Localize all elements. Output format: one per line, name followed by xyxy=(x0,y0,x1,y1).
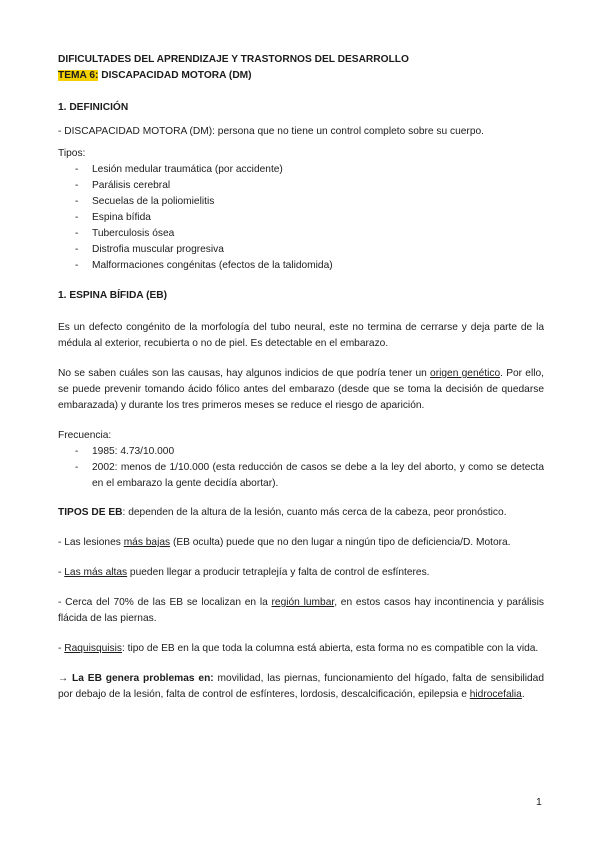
list-item: - Malformaciones congénitas (efectos de la talidomida) xyxy=(58,258,544,274)
tipos-eb xyxy=(58,505,544,521)
definicion-rest: : persona que no tiene un control completo sobre su cuerpo. xyxy=(212,126,484,137)
lesion-underlined: región lumbar xyxy=(271,597,335,608)
subject-title: DIFICULTADES DEL APRENDIZAJE Y TRASTORNOS DEL DESARROLLO xyxy=(58,54,409,65)
lesion-text: pueden llegar a producir tetraplejía y falta de control de esfínteres. xyxy=(127,567,430,578)
lesion-text: - xyxy=(58,643,65,654)
list-item: - Distrofia muscular progresiva xyxy=(58,242,544,258)
frecuencia-label: Frecuencia: xyxy=(58,430,112,441)
definicion-prefix: - DISCAPACIDAD MOTORA (DM) xyxy=(58,126,213,137)
lesion-line xyxy=(58,535,544,551)
list-item: - Lesión medular traumática (por accidente) xyxy=(58,162,544,178)
problemas-paragraph xyxy=(58,671,544,703)
lesion-underlined: Raquisquisis xyxy=(64,643,122,654)
tipos-eb-text: : dependen de la altura de la lesión, cuanto más cerca de la cabeza, peor pronóstico. xyxy=(122,507,507,518)
tipos-label: Tipos: xyxy=(58,148,86,159)
definicion-heading: 1. DEFINICIÓN xyxy=(58,102,129,113)
espina-paragraph-1: Es un defecto congénito de la morfología del tubo neural, este no termina de cerrarse y deja parte de la médula al exterior, recubierta o no de piel. Es detectable en el embarazo. xyxy=(58,322,544,349)
list-item: - 2002: menos de 1/10.000 (esta reducción de casos se debe a la ley del aborto, y como se detecta en el embarazo la gente decidía abortar). xyxy=(58,460,544,492)
list-item: - 1985: 4.73/10.000 xyxy=(58,444,544,460)
espina-heading: 1. ESPINA BÍFIDA (EB) xyxy=(58,290,168,301)
lesion-text: - xyxy=(58,567,65,578)
page-number: 1 xyxy=(536,796,542,808)
tema-label-highlight: TEMA 6: xyxy=(58,70,99,81)
list-item: - Secuelas de la poliomielitis xyxy=(58,194,544,210)
lesion-text: : tipo de EB en la que toda la columna está abierta, esta forma no es compatible con la vida. xyxy=(122,643,539,654)
lesion-text: - Cerca del 70% de las EB se localizan en la xyxy=(58,597,272,608)
p2-underlined: origen genético xyxy=(430,368,501,379)
tema-title xyxy=(58,68,544,84)
lesion-line xyxy=(58,595,544,627)
tipos-list xyxy=(58,162,544,274)
lesion-text: - Las lesiones xyxy=(58,537,124,548)
list-item: - Parálisis cerebral xyxy=(58,178,544,194)
lesion-text: , en estos casos hay incontinencia y parálisis flácida de las piernas. xyxy=(58,597,545,624)
problemas-underlined: hidrocefalia xyxy=(469,689,522,700)
p2-text-a: No se saben cuáles son las causas, hay algunos indicios de que podría tener un xyxy=(58,368,431,379)
lesion-underlined: Las más altas xyxy=(64,567,128,578)
arrow-icon: → xyxy=(58,673,69,684)
list-item: - Tuberculosis ósea xyxy=(58,226,544,242)
problemas-text: movilidad, las piernas, funcionamiento del hígado, falta de sensibilidad por debajo de la lesión, falta de control de esfínteres, lordosis, descalcificación, epilepsia e xyxy=(58,673,544,700)
definicion-text xyxy=(58,124,544,140)
tema-title-text: DISCAPACIDAD MOTORA (DM) xyxy=(98,70,252,81)
lesion-line xyxy=(58,641,544,657)
lesion-text: (EB oculta) puede que no den lugar a ningún tipo de deficiencia/D. Motora. xyxy=(170,537,511,548)
lesion-line xyxy=(58,565,544,581)
tipos-eb-label: TIPOS DE EB xyxy=(58,507,123,518)
p2-text-b: . Por ello, se puede prevenir tomando ácido fólico antes del embarazo (desde que se toma la decisión de quedarse embarazada) y durante los tres primeros meses se reduce el riesgo de aparición. xyxy=(58,368,544,411)
espina-paragraph-2 xyxy=(58,366,544,414)
problemas-end: . xyxy=(521,689,525,700)
frecuencia-list xyxy=(58,444,544,492)
lesion-underlined: más bajas xyxy=(123,537,171,548)
document-page xyxy=(58,52,544,703)
problemas-label: La EB genera problemas en: xyxy=(68,673,214,684)
list-item: - Espina bífida xyxy=(58,210,544,226)
